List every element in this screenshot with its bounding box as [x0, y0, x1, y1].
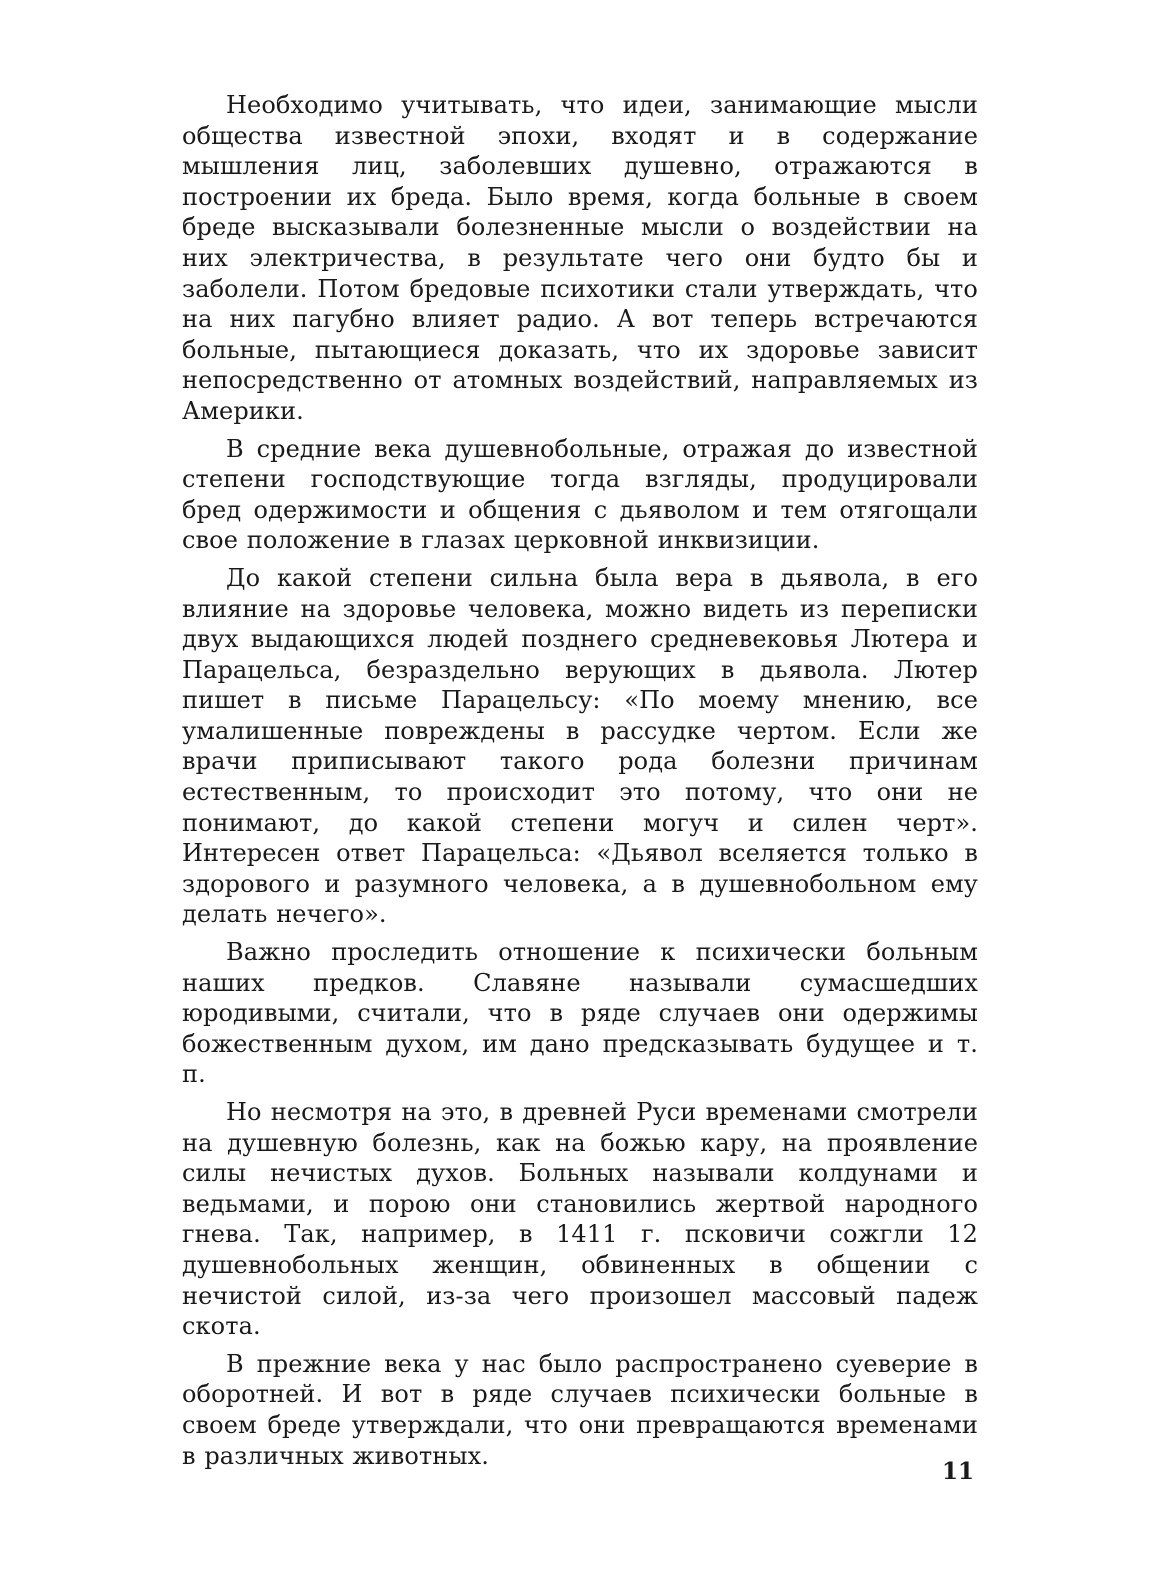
paragraph-werewolves: В прежние века у нас было распространено суеверие в оборотней. И вот в ряде случаев психически больные в своем бреде утверждали, что они превращаются временами в различных животных.	[182, 1349, 978, 1470]
page-number: 11	[942, 1458, 975, 1485]
paragraph-luther-paracelsus: До какой степени сильна была вера в дьявола, в его влияние на здоровье человека, можно видеть из переписки двух выдающихся людей позднего средневековья Лютера и Парацельса, безраздельно верующих в дьявола. Лютер пишет в письме Парацельсу: «По моему мнению, все умалишенные повреждены в рассудке чертом. Если же врачи приписывают такого рода болезни причинам естественным, то происходит это потому, что они не понимают, до какой степени могуч и силен черт». Интересен ответ Парацельса: «Дьявол вселяется только в здорового и разумного человека, а в душевнобольном ему делать нечего».	[182, 563, 978, 929]
paragraph-ideas-of-epoch: Необходимо учитывать, что идеи, занимающие мысли общества известной эпохи, входят и в содержание мышления лиц, заболевших душевно, отражаются в построении их бреда. Было время, когда больные в своем бреде высказывали болезненные мысли о воздействии на них электричества, в результате чего они будто бы и заболели. Потом бредовые психотики стали утверждать, что на них пагубно влияет радио. А вот теперь встречаются больные, пытающиеся доказать, что их здоровье зависит непосредственно от атомных воздействий, направляемых из Америки.	[182, 91, 978, 425]
paragraph-slavs: Важно проследить отношение к психически больным наших предков. Славяне называли сумасшедших юродивыми, считали, что в ряде случаев они одержимы божественным духом, им дано предсказывать будущее и т. п.	[182, 938, 978, 1089]
body-text	[182, 90, 978, 1478]
paragraph-ancient-rus: Но несмотря на это, в древней Руси временами смотрели на душевную болезнь, как на божью кару, на проявление силы нечистых духов. Больных называли колдунами и ведьмами, и порою они становились жертвой народного гнева. Так, например, в 1411 г. псковичи сожгли 12 душевнобольных женщин, обвиненных в общении с нечистой силой, из-за чего произошел массовый падеж скота.	[182, 1098, 978, 1341]
paragraph-middle-ages: В средние века душевнобольные, отражая до известной степени господствующие тогда взгляды, продуцировали бред одержимости и общения с дьяволом и тем отягощали свое положение в глазах церковной инквизиции.	[182, 434, 978, 555]
